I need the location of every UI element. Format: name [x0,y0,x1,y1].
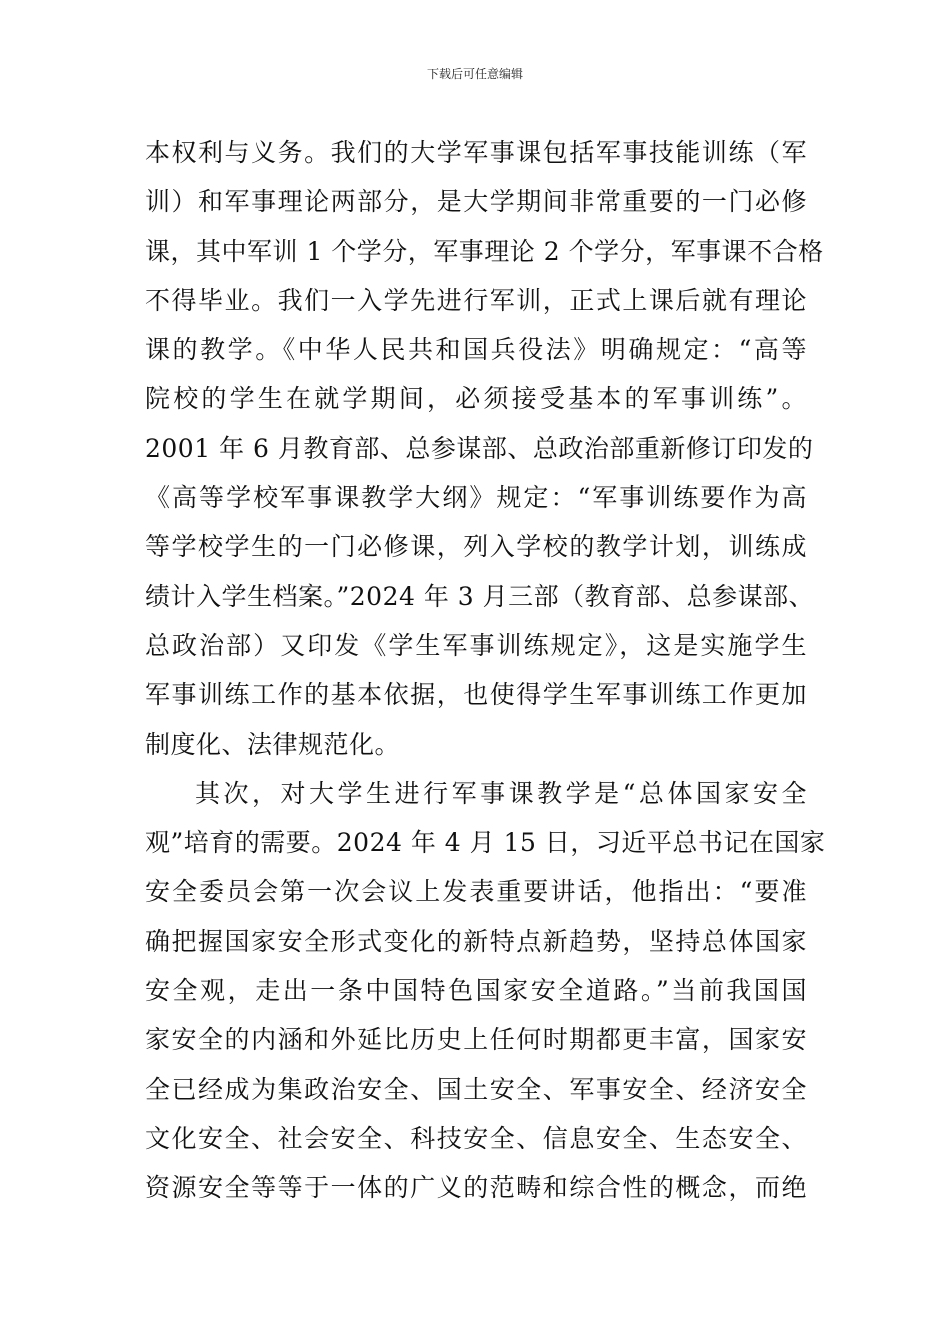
text-line: 安全委员会第一次会议上发表重要讲话，他指出：“要准 [145,877,807,907]
text-line: 观”培育的需要。2024 年 4 月 15 日，习近平总书记在国家 [145,828,826,858]
text-line: 《高等学校军事课教学大纲》规定：“军事训练要作为高 [145,483,807,513]
text-line: 院校的学生在就学期间，必须接受基本的军事训练”。 [145,384,807,414]
text-line: 课，其中军训 1 个学分，军事理论 2 个学分，军事课不合格 [145,236,824,266]
text-line: 文化安全、社会安全、科技安全、信息安全、生态安全、 [145,1123,807,1153]
text-line: 课的教学。《中华人民共和国兵役法》明确规定：“高等 [145,335,807,365]
text-line: 训）和军事理论两部分，是大学期间非常重要的一门必修 [145,187,807,217]
document-body [145,128,826,1213]
text-line: 等学校学生的一门必修课，列入学校的教学计划，训练成 [145,532,807,562]
text-line: 全已经成为集政治安全、国土安全、军事安全、经济安全 [145,1074,807,1104]
text-line: 2001 年 6 月教育部、总参谋部、总政治部重新修订印发的 [145,433,814,463]
text-line: 资源安全等等于一体的广义的范畴和综合性的概念，而绝 [145,1173,807,1203]
text-line: 军事训练工作的基本依据，也使得学生军事训练工作更加 [145,680,807,710]
text-line: 不得毕业。我们一入学先进行军训，正式上课后就有理论 [145,285,807,315]
text-line: 家安全的内涵和外延比历史上任何时期都更丰富，国家安 [145,1025,807,1055]
text-line: 绩计入学生档案。”2024 年 3 月三部（教育部、总参谋部、 [145,581,815,611]
text-line: 本权利与义务。我们的大学军事课包括军事技能训练（军 [145,138,807,167]
paragraph-start-line: 其次，对大学生进行军事课教学是“总体国家安全 [195,778,807,808]
text-line: 总政治部）又印发《学生军事训练规定》，这是实施学生 [145,630,807,660]
text-line: 确把握国家安全形式变化的新特点新趋势，坚持总体国家 [145,926,807,956]
text-line: 安全观，走出一条中国特色国家安全道路。”当前我国国 [145,976,807,1006]
page-header: 下载后可任意编辑 [426,67,523,81]
paragraph-end-line: 制度化、法律规范化。 [145,729,401,759]
